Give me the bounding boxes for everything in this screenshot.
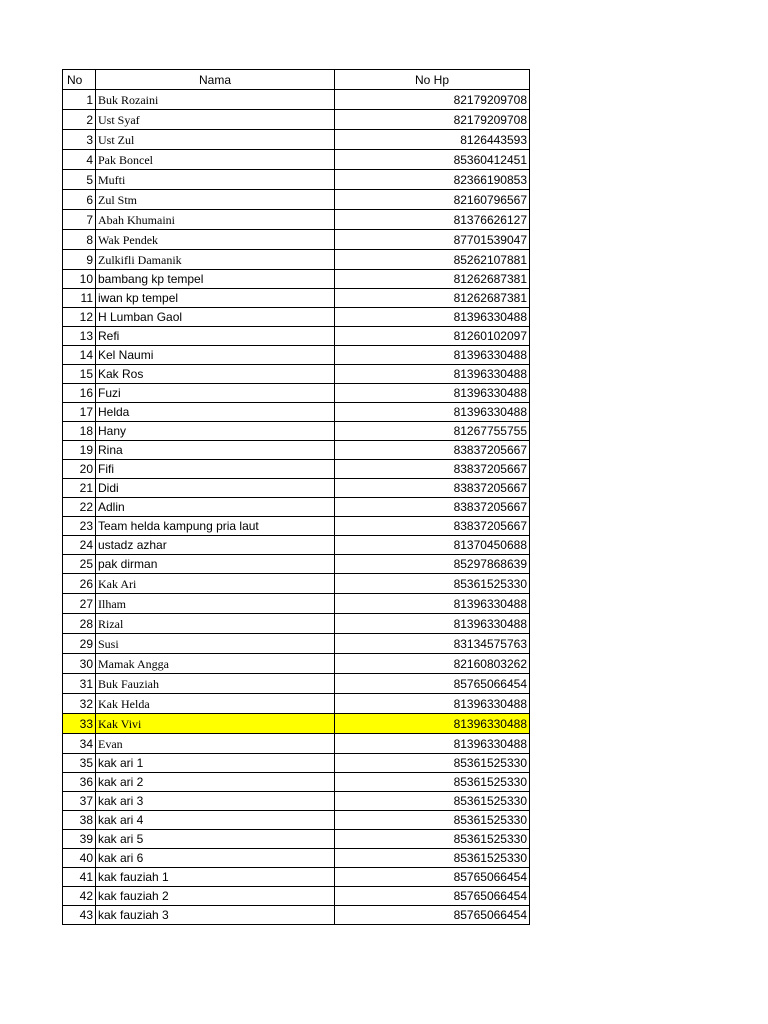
cell-no[interactable]: 19 xyxy=(63,441,96,460)
table-row xyxy=(63,517,530,536)
cell-no-hp[interactable]: 83837205667 xyxy=(335,498,530,517)
table-row xyxy=(63,574,530,594)
cell-no[interactable]: 6 xyxy=(63,190,96,210)
cell-no[interactable]: 27 xyxy=(63,594,96,614)
cell-no[interactable]: 23 xyxy=(63,517,96,536)
cell-nama[interactable]: Abah Khumaini xyxy=(96,210,335,230)
cell-no-hp[interactable]: 83837205667 xyxy=(335,460,530,479)
cell-nama[interactable]: Fuzi xyxy=(96,384,335,403)
cell-no-hp[interactable]: 82160796567 xyxy=(335,190,530,210)
cell-nama[interactable]: Rizal xyxy=(96,614,335,634)
cell-no[interactable]: 40 xyxy=(63,849,96,868)
cell-nama[interactable]: Zulkifli Damanik xyxy=(96,250,335,270)
cell-no[interactable]: 36 xyxy=(63,773,96,792)
cell-nama[interactable]: Kak Helda xyxy=(96,694,335,714)
cell-no[interactable]: 5 xyxy=(63,170,96,190)
cell-nama[interactable]: Helda xyxy=(96,403,335,422)
table-row xyxy=(63,634,530,654)
cell-no-hp[interactable]: 85361525330 xyxy=(335,792,530,811)
cell-no-hp[interactable]: 85361525330 xyxy=(335,849,530,868)
cell-nama[interactable]: Kel Naumi xyxy=(96,346,335,365)
cell-no[interactable]: 28 xyxy=(63,614,96,634)
header-row xyxy=(63,70,530,90)
cell-no[interactable]: 35 xyxy=(63,754,96,773)
table-row xyxy=(63,346,530,365)
table-row xyxy=(63,555,530,574)
cell-no-hp[interactable]: 81396330488 xyxy=(335,403,530,422)
cell-no-hp[interactable]: 83837205667 xyxy=(335,479,530,498)
table-row xyxy=(63,422,530,441)
table-row xyxy=(63,614,530,634)
cell-no[interactable]: 4 xyxy=(63,150,96,170)
table-row xyxy=(63,694,530,714)
header-no[interactable]: No xyxy=(63,70,96,90)
cell-no-hp[interactable]: 85360412451 xyxy=(335,150,530,170)
cell-nama[interactable]: Kak Ros xyxy=(96,365,335,384)
table-row xyxy=(63,289,530,308)
cell-no-hp[interactable]: 85361525330 xyxy=(335,574,530,594)
cell-nama[interactable]: Team helda kampung pria laut xyxy=(96,517,335,536)
cell-no[interactable]: 21 xyxy=(63,479,96,498)
table-row xyxy=(63,403,530,422)
cell-no[interactable]: 33 xyxy=(63,714,96,734)
table-body xyxy=(63,90,530,925)
cell-no-hp[interactable]: 81267755755 xyxy=(335,422,530,441)
cell-no[interactable]: 24 xyxy=(63,536,96,555)
cell-nama[interactable]: Refi xyxy=(96,327,335,346)
cell-no-hp[interactable]: 8126443593 xyxy=(335,130,530,150)
cell-no[interactable]: 10 xyxy=(63,270,96,289)
cell-no-hp[interactable]: 81262687381 xyxy=(335,270,530,289)
cell-nama[interactable]: Buk Rozaini xyxy=(96,90,335,110)
cell-no-hp[interactable]: 85765066454 xyxy=(335,674,530,694)
cell-no-hp[interactable]: 81396330488 xyxy=(335,308,530,327)
cell-nama[interactable]: kak ari 2 xyxy=(96,773,335,792)
cell-nama[interactable]: pak dirman xyxy=(96,555,335,574)
cell-no[interactable]: 37 xyxy=(63,792,96,811)
cell-nama[interactable]: H Lumban Gaol xyxy=(96,308,335,327)
cell-no-hp[interactable]: 81396330488 xyxy=(335,734,530,754)
table-row xyxy=(63,906,530,925)
cell-no-hp[interactable]: 85361525330 xyxy=(335,773,530,792)
cell-nama[interactable]: kak ari 1 xyxy=(96,754,335,773)
cell-no[interactable]: 26 xyxy=(63,574,96,594)
table-row xyxy=(63,190,530,210)
cell-no[interactable]: 41 xyxy=(63,868,96,887)
cell-nama[interactable]: bambang kp tempel xyxy=(96,270,335,289)
cell-no[interactable]: 39 xyxy=(63,830,96,849)
cell-nama[interactable]: kak fauziah 3 xyxy=(96,906,335,925)
table-row xyxy=(63,90,530,110)
cell-no[interactable]: 25 xyxy=(63,555,96,574)
cell-no-hp[interactable]: 82179209708 xyxy=(335,110,530,130)
table-row xyxy=(63,654,530,674)
cell-no-hp[interactable]: 85361525330 xyxy=(335,754,530,773)
cell-no-hp[interactable]: 85262107881 xyxy=(335,250,530,270)
table-row xyxy=(63,230,530,250)
cell-nama[interactable]: kak ari 5 xyxy=(96,830,335,849)
cell-no-hp[interactable]: 81262687381 xyxy=(335,289,530,308)
table-row xyxy=(63,308,530,327)
cell-no[interactable]: 7 xyxy=(63,210,96,230)
cell-no-hp[interactable]: 81396330488 xyxy=(335,384,530,403)
cell-no[interactable]: 20 xyxy=(63,460,96,479)
cell-nama[interactable]: Kak Ari xyxy=(96,574,335,594)
table-row xyxy=(63,130,530,150)
cell-nama[interactable]: Adlin xyxy=(96,498,335,517)
cell-no[interactable]: 18 xyxy=(63,422,96,441)
cell-nama[interactable]: Ust Zul xyxy=(96,130,335,150)
cell-no[interactable]: 22 xyxy=(63,498,96,517)
cell-no[interactable]: 32 xyxy=(63,694,96,714)
header-nama[interactable]: Nama xyxy=(96,70,335,90)
cell-no-hp[interactable]: 85765066454 xyxy=(335,887,530,906)
cell-no[interactable]: 8 xyxy=(63,230,96,250)
table-row xyxy=(63,460,530,479)
cell-no-hp[interactable]: 87701539047 xyxy=(335,230,530,250)
table-row xyxy=(63,811,530,830)
cell-nama[interactable]: ustadz azhar xyxy=(96,536,335,555)
table-row xyxy=(63,792,530,811)
cell-nama[interactable]: Didi xyxy=(96,479,335,498)
table-row xyxy=(63,270,530,289)
cell-no[interactable]: 13 xyxy=(63,327,96,346)
table-row xyxy=(63,479,530,498)
cell-no-hp[interactable]: 85765066454 xyxy=(335,868,530,887)
cell-no-hp[interactable]: 83837205667 xyxy=(335,441,530,460)
table-row xyxy=(63,773,530,792)
table-row xyxy=(63,674,530,694)
table-row xyxy=(63,714,530,734)
contact-table xyxy=(62,69,530,925)
cell-no-hp[interactable]: 81370450688 xyxy=(335,536,530,555)
table-row xyxy=(63,365,530,384)
cell-no-hp[interactable]: 85765066454 xyxy=(335,906,530,925)
cell-no[interactable]: 14 xyxy=(63,346,96,365)
cell-nama[interactable]: Kak Vivi xyxy=(96,714,335,734)
cell-no-hp[interactable]: 82160803262 xyxy=(335,654,530,674)
cell-no[interactable]: 12 xyxy=(63,308,96,327)
cell-nama[interactable]: Zul Stm xyxy=(96,190,335,210)
cell-nama[interactable]: Fifi xyxy=(96,460,335,479)
cell-no[interactable]: 29 xyxy=(63,634,96,654)
cell-nama[interactable]: Mamak Angga xyxy=(96,654,335,674)
cell-no-hp[interactable]: 83837205667 xyxy=(335,517,530,536)
cell-no[interactable]: 42 xyxy=(63,887,96,906)
cell-no-hp[interactable]: 85297868639 xyxy=(335,555,530,574)
table-row xyxy=(63,498,530,517)
cell-nama[interactable]: Evan xyxy=(96,734,335,754)
table-row xyxy=(63,110,530,130)
cell-no[interactable]: 15 xyxy=(63,365,96,384)
cell-no[interactable]: 43 xyxy=(63,906,96,925)
cell-nama[interactable]: Mufti xyxy=(96,170,335,190)
table-row xyxy=(63,830,530,849)
cell-no-hp[interactable]: 85361525330 xyxy=(335,811,530,830)
cell-no-hp[interactable]: 81396330488 xyxy=(335,346,530,365)
cell-nama[interactable]: Hany xyxy=(96,422,335,441)
cell-no-hp[interactable]: 81396330488 xyxy=(335,714,530,734)
cell-nama[interactable]: Rina xyxy=(96,441,335,460)
cell-no[interactable]: 31 xyxy=(63,674,96,694)
cell-no[interactable]: 9 xyxy=(63,250,96,270)
cell-no[interactable]: 17 xyxy=(63,403,96,422)
cell-no-hp[interactable]: 83134575763 xyxy=(335,634,530,654)
cell-no-hp[interactable]: 85361525330 xyxy=(335,830,530,849)
table-row xyxy=(63,150,530,170)
cell-no[interactable]: 2 xyxy=(63,110,96,130)
cell-no-hp[interactable]: 81396330488 xyxy=(335,594,530,614)
cell-no-hp[interactable]: 81260102097 xyxy=(335,327,530,346)
cell-no[interactable]: 34 xyxy=(63,734,96,754)
cell-nama[interactable]: Wak Pendek xyxy=(96,230,335,250)
cell-nama[interactable]: Pak Boncel xyxy=(96,150,335,170)
table-row xyxy=(63,210,530,230)
table-row xyxy=(63,384,530,403)
cell-nama[interactable]: Susi xyxy=(96,634,335,654)
cell-no[interactable]: 3 xyxy=(63,130,96,150)
cell-nama[interactable]: Buk Fauziah xyxy=(96,674,335,694)
table-row xyxy=(63,594,530,614)
cell-nama[interactable]: kak fauziah 1 xyxy=(96,868,335,887)
cell-no-hp[interactable]: 81396330488 xyxy=(335,614,530,634)
cell-no-hp[interactable]: 81376626127 xyxy=(335,210,530,230)
cell-nama[interactable]: kak ari 3 xyxy=(96,792,335,811)
cell-no-hp[interactable]: 81396330488 xyxy=(335,694,530,714)
table-row xyxy=(63,887,530,906)
cell-no[interactable]: 16 xyxy=(63,384,96,403)
cell-no-hp[interactable]: 82366190853 xyxy=(335,170,530,190)
table-row xyxy=(63,868,530,887)
cell-nama[interactable]: Ilham xyxy=(96,594,335,614)
cell-nama[interactable]: kak ari 6 xyxy=(96,849,335,868)
table-row xyxy=(63,170,530,190)
header-no-hp[interactable]: No Hp xyxy=(335,70,530,90)
cell-no[interactable]: 1 xyxy=(63,90,96,110)
cell-no[interactable]: 30 xyxy=(63,654,96,674)
table-row xyxy=(63,536,530,555)
cell-nama[interactable]: iwan kp tempel xyxy=(96,289,335,308)
table-row xyxy=(63,734,530,754)
cell-no[interactable]: 11 xyxy=(63,289,96,308)
table-row xyxy=(63,327,530,346)
table-row xyxy=(63,441,530,460)
cell-no[interactable]: 38 xyxy=(63,811,96,830)
cell-nama[interactable]: kak fauziah 2 xyxy=(96,887,335,906)
cell-no-hp[interactable]: 82179209708 xyxy=(335,90,530,110)
cell-nama[interactable]: kak ari 4 xyxy=(96,811,335,830)
table-row xyxy=(63,754,530,773)
table-row xyxy=(63,849,530,868)
cell-nama[interactable]: Ust Syaf xyxy=(96,110,335,130)
cell-no-hp[interactable]: 81396330488 xyxy=(335,365,530,384)
table-row xyxy=(63,250,530,270)
